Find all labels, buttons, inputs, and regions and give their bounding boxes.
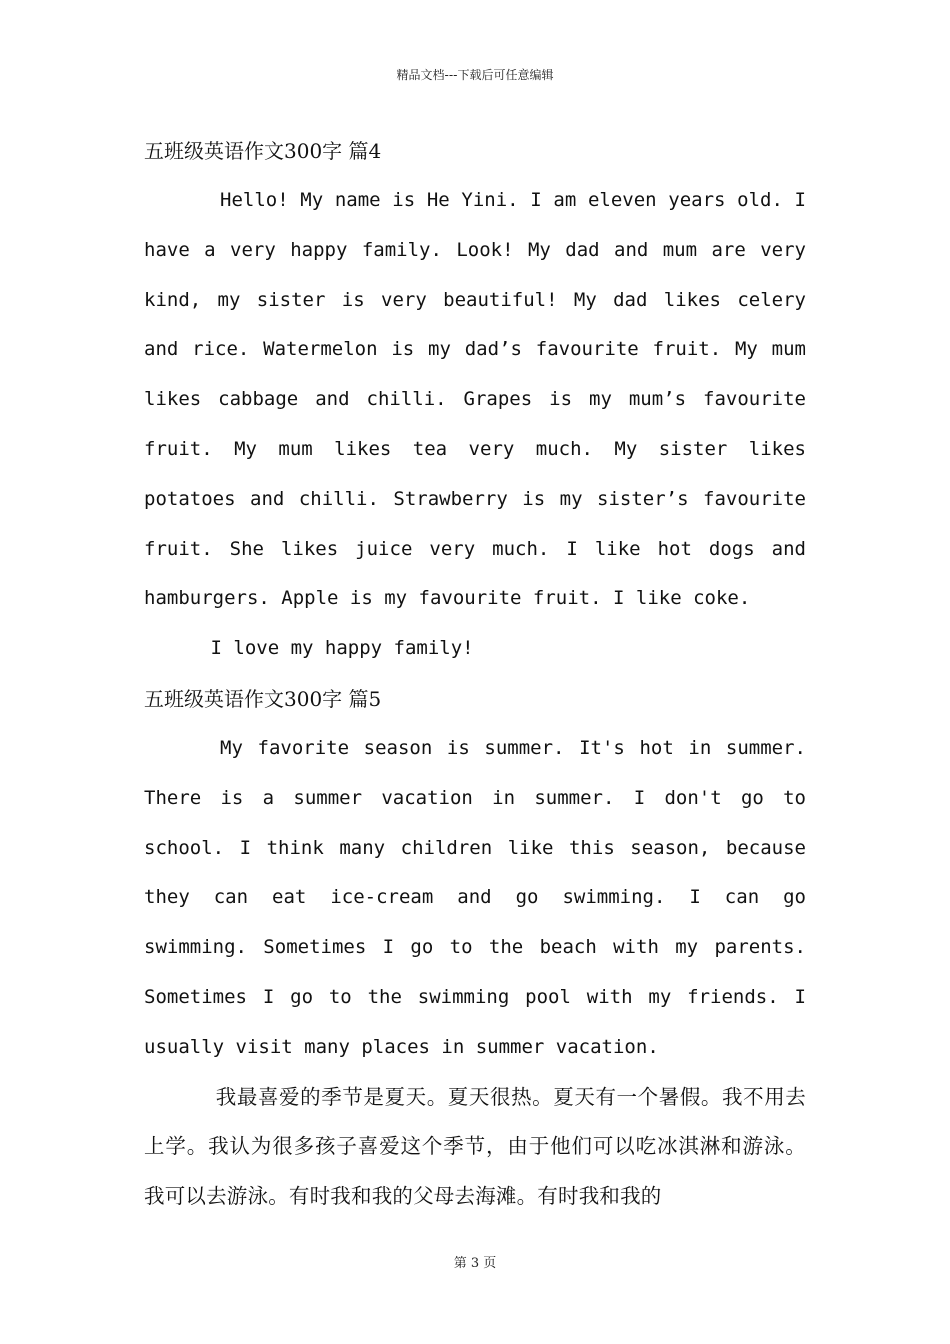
section-heading-4: 五班级英语作文300字 篇4 <box>144 139 382 163</box>
page-header: 精品文档---下载后可任意编辑 <box>396 68 554 82</box>
page-number: 第 3 页 <box>453 1256 497 1271</box>
document-body <box>144 126 806 1222</box>
section-heading-5: 五班级英语作文300字 篇5 <box>144 686 382 711</box>
paragraph-en-summer: My favorite season is summer. It's hot in summer. There is a summer vacation in summer. I don't go to school. I think many children like this season, because they can eat ice-cream and go swimming. I can go swimming. Sometimes I go to the beach with my parents. Sometimes I go to the swimming pool with my friends. I usually visit many places in summer vacation. <box>144 736 806 1058</box>
paragraph-cn-summer: 我最喜爱的季节是夏天。夏天很热。夏天有一个暑假。我不用去上学。我认为很多孩子喜爱这个季节，由于他们可以吃冰淇淋和游泳。我可以去游泳。有时我和我的父母去海滩。有时我和我的 <box>144 1084 806 1209</box>
paragraph-en-closing: I love my happy family! <box>210 637 474 660</box>
paragraph-en-family: Hello! My name is He Yini. I am eleven years old. I have a very happy family. Look! My dad and mum are very kind, my sister is very beautiful! My dad likes celery and rice. Watermelon is my dad’s favourite fruit. My mum likes cabbage and chilli. Grapes is my mum’s favourite fruit. My mum likes tea very much. My sister likes potatoes and chilli. Strawberry is my sister’s favourite fruit. She likes juice very much. I like hot dogs and hamburgers. Apple is my favourite fruit. I like coke. <box>144 189 806 610</box>
